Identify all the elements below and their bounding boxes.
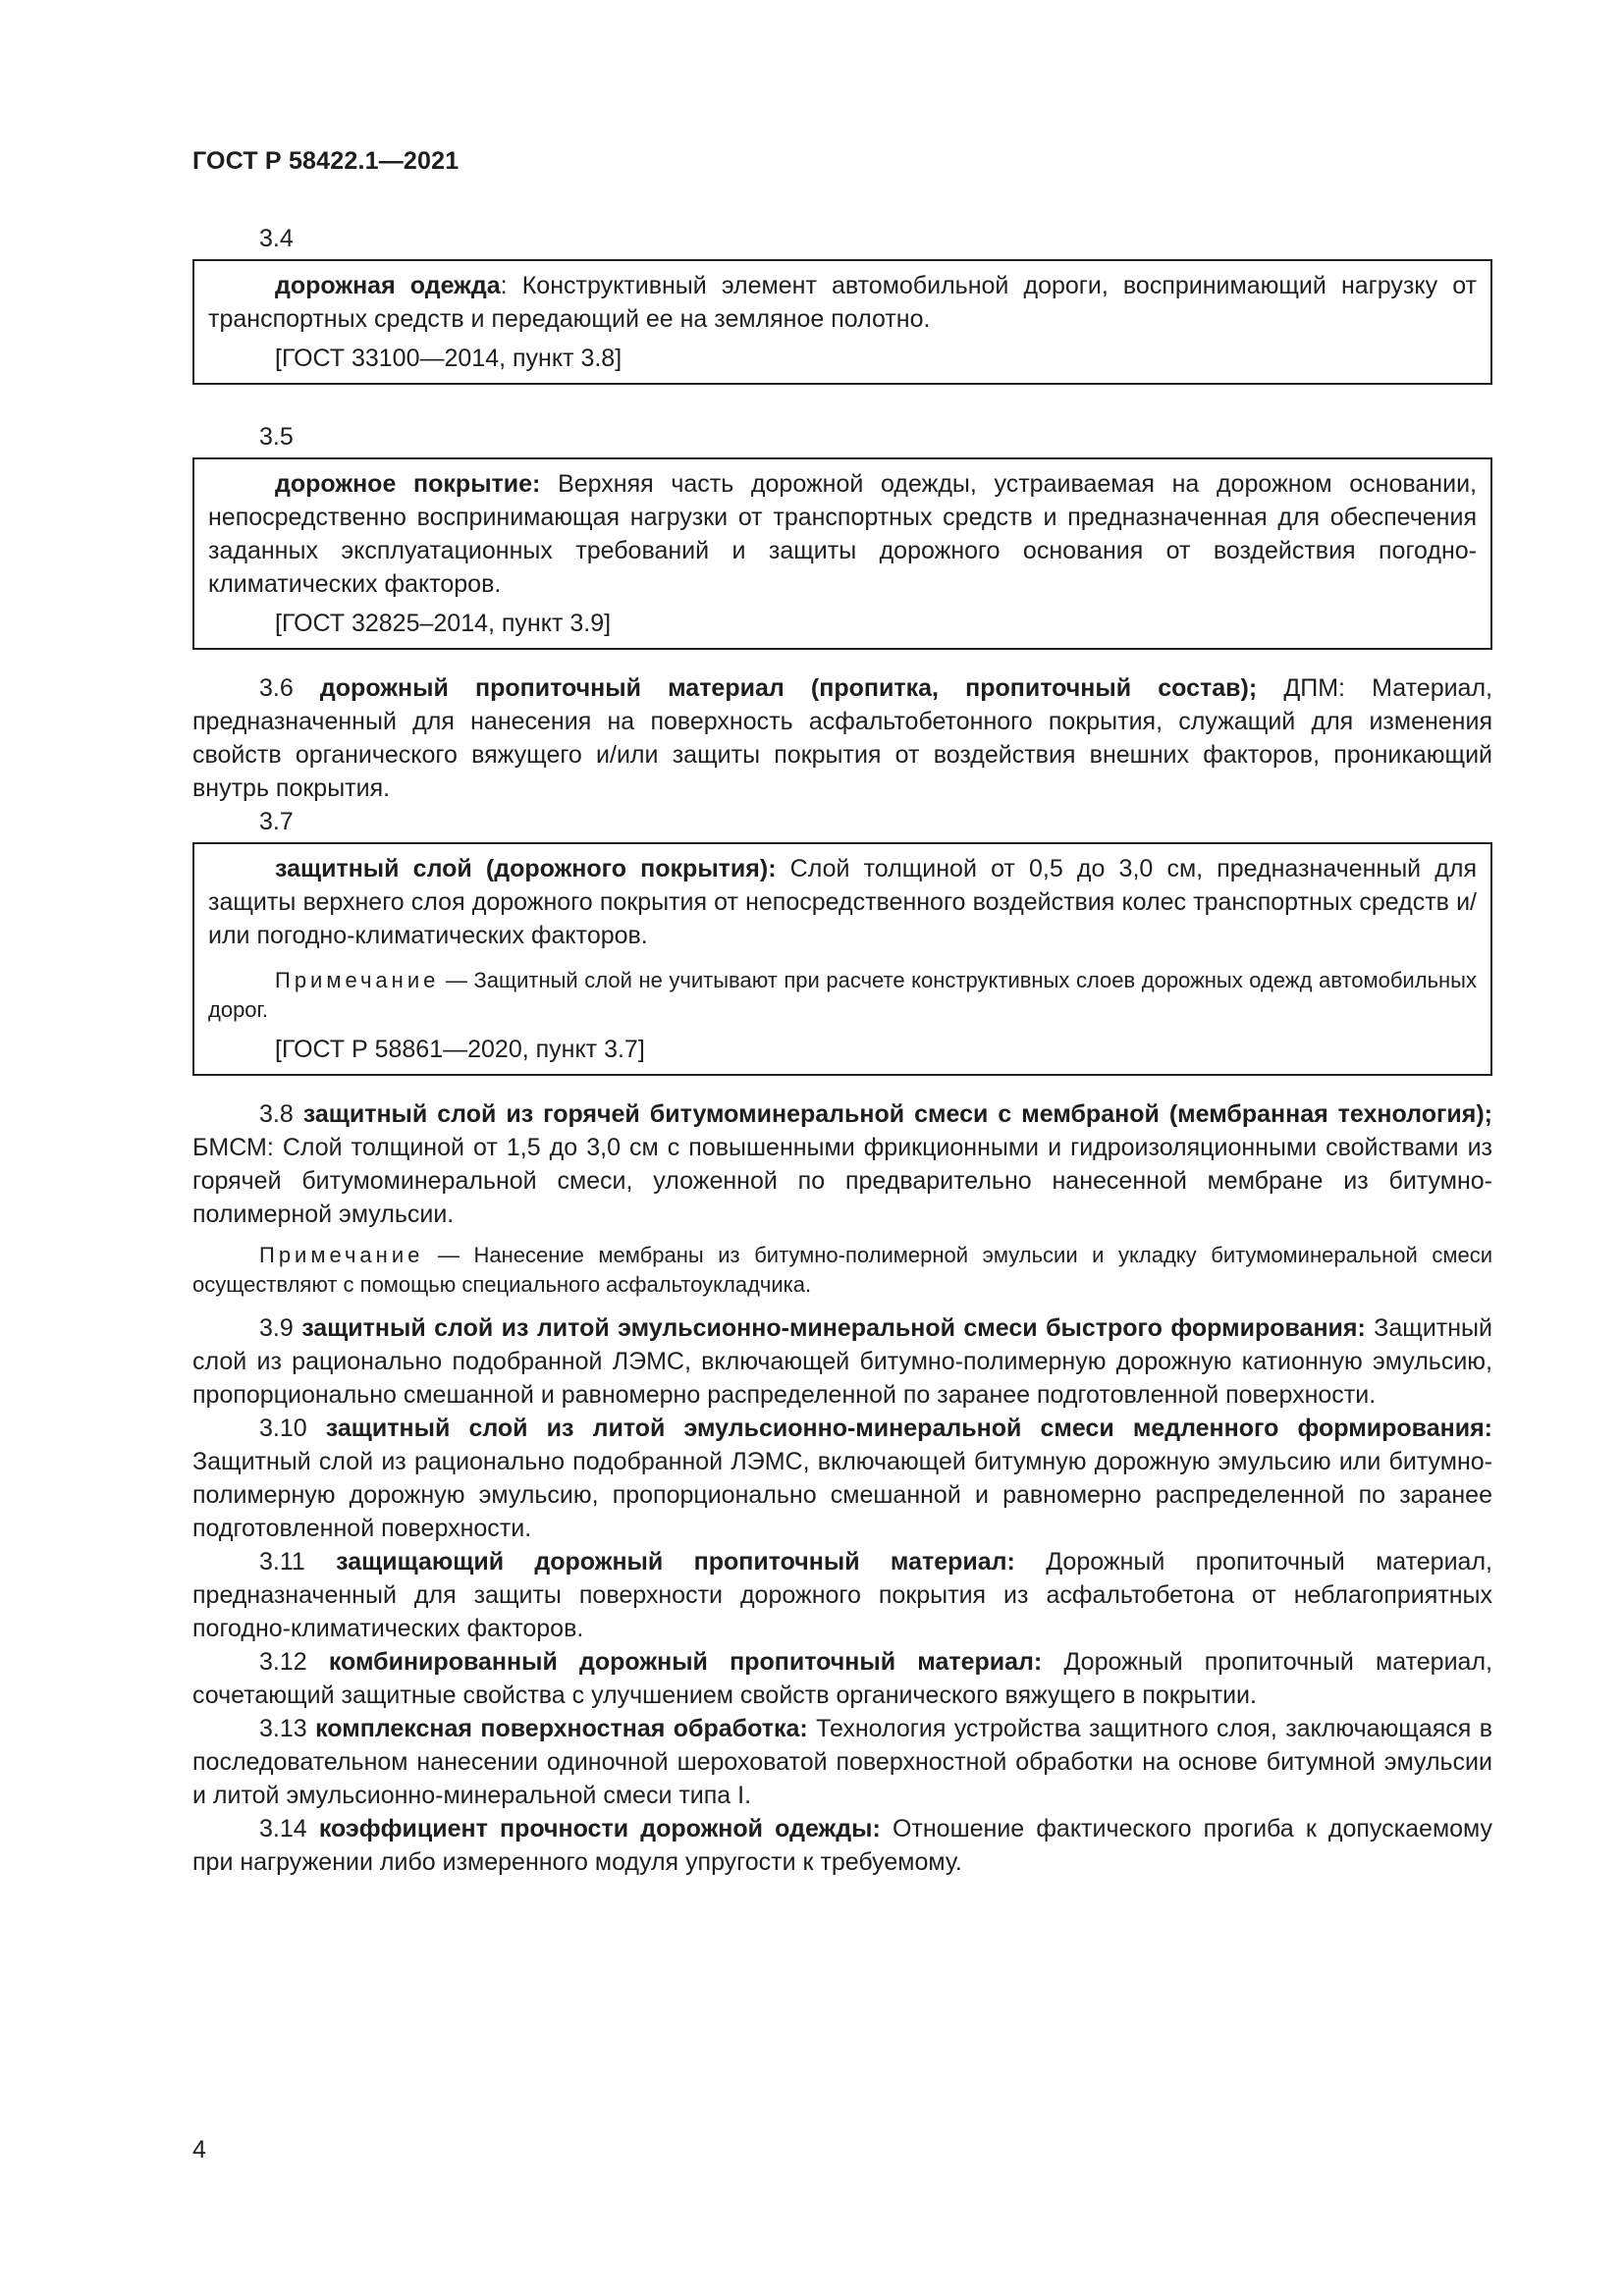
- term-paragraph: [192, 1097, 1492, 1231]
- term-paragraph: [192, 1311, 1492, 1412]
- definition-text: ДПМ: Материал, предназначенный для нанесения на поверхность асфальтобетонного покрытия, служащий для изменения свойств органического вяжущего и/или защиты покрытия от воздействия внешних факторов, проникающий внутрь покрытия.: [192, 674, 1492, 802]
- definition-text: Дорожный пропиточный материал, сочетающий защитные свойства с улучшением свойств органического вяжущего в покрытии.: [192, 1648, 1492, 1709]
- term-number: 3.12: [259, 1648, 307, 1676]
- definition-text: БМСМ: Слой толщиной от 1,5 до 3,0 см с повышенными фрикционными и гидроизоляционными свойствами из горячей битумоминеральной смеси, уложенной по предварительно нанесенной мембране из битумно-полимерной эмульсии.: [192, 1134, 1492, 1228]
- term-paragraph: [192, 1645, 1492, 1712]
- term-note: [208, 966, 1477, 1025]
- term-paragraph: [192, 1812, 1492, 1879]
- term-name: защищающий дорожный пропиточный материал:: [336, 1548, 1015, 1575]
- term-name: дорожное покрытие:: [275, 470, 541, 498]
- term-name: защитный слой (дорожного покрытия):: [275, 855, 777, 882]
- term-name: дорожный пропиточный материал (пропитка, пропиточный состав);: [319, 674, 1258, 702]
- term-number: 3.8: [259, 1100, 294, 1128]
- definition-text: Конструктивный элемент автомобильной дороги, воспринимающий нагрузку от транспортных средств и передающий ее на земляное полотно.: [208, 272, 1477, 333]
- definition-text: Верхняя часть дорожной одежды, устраиваемая на дорожном основании, непосредственно воспринимающая нагрузки от транспортных средств и предназначенная для обеспечения заданных эксплуатационных требований и защиты дорожного основания от воздействия погодно-климатических факторов.: [208, 470, 1477, 598]
- term-paragraph: [192, 1712, 1492, 1812]
- term-definition: [208, 467, 1477, 601]
- term-box: [192, 457, 1492, 650]
- definition-text: Дорожный пропиточный материал, предназначенный для защиты поверхности дорожного покрытия из асфальтобетона от неблагоприятных погодно-климатических факторов.: [192, 1548, 1492, 1642]
- term-number: 3.7: [259, 808, 294, 835]
- note-text: — Нанесение мембраны из битумно-полимерной эмульсии и укладку битумоминеральной смеси осуществляют с помощью специального асфальтоукладчика.: [192, 1243, 1492, 1297]
- term-number: 3.6: [259, 674, 294, 702]
- note-text: — Защитный слой не учитывают при расчете конструктивных слоев дорожных одежд автомобильных дорог.: [208, 968, 1477, 1022]
- definition-text: Защитный слой из рационально подобранной ЛЭМС, включающей битумную дорожную эмульсию или битумно-полимерную дорожную эмульсию, пропорционально смешанной и равномерно распределенной по заранее подготовленной поверхности.: [192, 1448, 1492, 1542]
- definition-text: Слой толщиной от 0,5 до 3,0 см, предназначенный для защиты верхнего слоя дорожного покрытия от непосредственного воздействия колес транспортных средств и/или погодно-климатических факторов.: [208, 855, 1477, 949]
- term-number: 3.11: [259, 1548, 305, 1575]
- term-number: 3.9: [259, 1314, 294, 1342]
- term-name: защитный слой из горячей битумоминеральной смеси с мембраной (мембранная технология);: [302, 1100, 1492, 1128]
- term-definition: [208, 269, 1477, 336]
- definition-text: Отношение фактического прогиба к допускаемому при нагружении либо измеренного модуля упругости к требуемому.: [192, 1815, 1492, 1876]
- term-note: [192, 1241, 1492, 1300]
- term-source: [ГОСТ 32825–2014, пункт 3.9]: [275, 610, 612, 637]
- term-definition: [208, 852, 1477, 952]
- term-box: [192, 259, 1492, 385]
- term-paragraph: [192, 1545, 1492, 1645]
- note-label: Примечание: [259, 1243, 424, 1267]
- term-number: 3.14: [259, 1815, 307, 1842]
- term-name: комбинированный дорожный пропиточный материал:: [328, 1648, 1043, 1676]
- term-source: [ГОСТ 33100—2014, пункт 3.8]: [275, 345, 623, 372]
- note-label: Примечание: [275, 968, 440, 992]
- term-name: дорожная одежда: [275, 272, 501, 299]
- definition-text: Защитный слой из рационально подобранной ЛЭМС, включающей битумно-полимерную дорожную катионную эмульсию, пропорционально смешанной и равномерно распределенной по заранее подготовленной поверхности.: [192, 1314, 1492, 1409]
- term-name: коэффициент прочности дорожной одежды:: [318, 1815, 881, 1842]
- term-source: [ГОСТ Р 58861—2020, пункт 3.7]: [275, 1036, 645, 1063]
- term-number: 3.13: [259, 1715, 307, 1742]
- term-number: 3.10: [259, 1415, 307, 1442]
- term-name: комплексная поверхностная обработка:: [315, 1715, 808, 1742]
- term-number: 3.4: [259, 225, 294, 252]
- term-separator: :: [500, 272, 508, 299]
- page-number: 4: [192, 2136, 206, 2163]
- term-paragraph: [192, 1412, 1492, 1545]
- term-name: защитный слой из литой эмульсионно-минеральной смеси медленного формирования:: [325, 1415, 1492, 1442]
- term-name: защитный слой из литой эмульсионно-минеральной смеси быстрого формирования:: [301, 1314, 1366, 1342]
- terms-section: [192, 222, 1492, 1879]
- definition-text: Технология устройства защитного слоя, заключающаяся в последовательном нанесении одиночной шероховатой поверхностной обработки на основе битумной эмульсии и литой эмульсионно-минеральной смеси типа I.: [192, 1715, 1492, 1809]
- standard-code: ГОСТ Р 58422.1—2021: [192, 147, 460, 175]
- term-number: 3.5: [259, 423, 294, 451]
- term-paragraph: [192, 671, 1492, 805]
- term-box: [192, 842, 1492, 1076]
